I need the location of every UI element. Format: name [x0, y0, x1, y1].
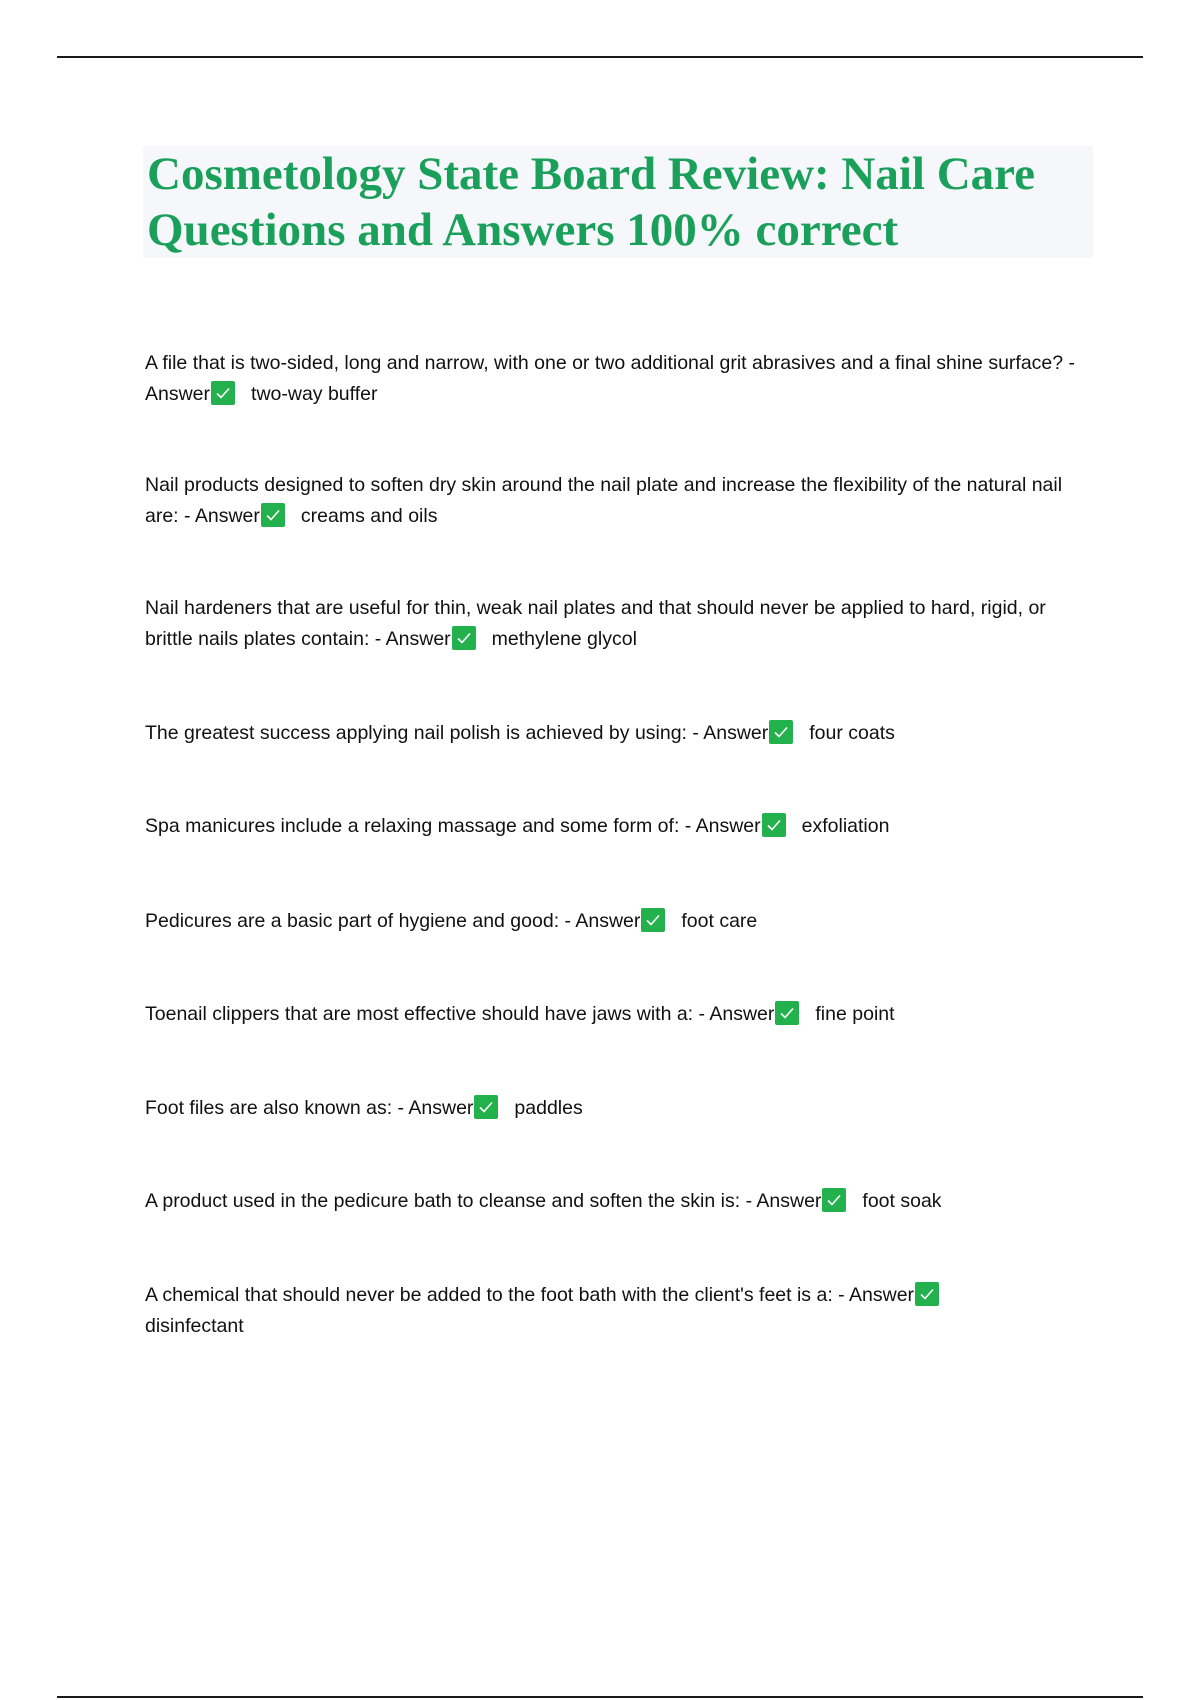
question-text: A product used in the pedicure bath to cleanse and soften the skin is:	[145, 1190, 741, 1212]
check-mark-icon	[915, 1282, 939, 1306]
bottom-rule	[57, 1696, 1143, 1698]
qa-item	[145, 718, 1085, 749]
answer-text: exfoliation	[801, 815, 890, 837]
qa-item	[145, 1280, 1085, 1342]
question-text: Nail hardeners that are useful for thin, weak nail plates and that should never be applied to hard, rigid, or brittle nails plates contain:	[145, 597, 1046, 650]
question-text: Nail products designed to soften dry skin around the nail plate and increase the flexibility of the natural nail are:	[145, 474, 1063, 527]
top-rule	[57, 56, 1143, 58]
qa-item	[145, 348, 1085, 410]
answer-separator: - Answer	[684, 815, 761, 837]
check-mark-icon	[452, 626, 476, 650]
question-text: The greatest success applying nail polish is achieved by using:	[145, 722, 687, 744]
document-title	[143, 146, 1093, 258]
question-text: Toenail clippers that are most effective should have jaws with a:	[145, 1003, 694, 1025]
qa-item	[145, 906, 1085, 937]
check-mark-icon	[769, 720, 793, 744]
answer-text: disinfectant	[145, 1315, 244, 1337]
answer-separator: - Answer	[745, 1190, 822, 1212]
question-text: Spa manicures include a relaxing massage and some form of:	[145, 815, 680, 837]
answer-separator: - Answer	[838, 1284, 915, 1306]
answer-separator: - Answer	[145, 352, 1076, 405]
check-mark-icon	[641, 908, 665, 932]
title-line-1: Cosmetology State Board Review: Nail Care	[147, 148, 1036, 200]
answer-text: foot soak	[862, 1190, 942, 1212]
check-mark-icon	[261, 503, 285, 527]
answer-separator: - Answer	[698, 1003, 775, 1025]
check-mark-icon	[211, 381, 235, 405]
qa-item	[145, 811, 1085, 842]
answer-text: two-way buffer	[251, 383, 378, 405]
qa-item	[145, 1093, 1085, 1124]
question-text: A file that is two-sided, long and narrow, with one or two additional grit abrasives and a final shine surface?	[145, 352, 1064, 374]
answer-separator: - Answer	[564, 910, 641, 932]
question-text: Pedicures are a basic part of hygiene and good:	[145, 910, 560, 932]
check-mark-icon	[762, 813, 786, 837]
answer-separator: - Answer	[692, 722, 769, 744]
answer-text: paddles	[514, 1097, 583, 1119]
question-text: A chemical that should never be added to the foot bath with the client's feet is a:	[145, 1284, 833, 1306]
check-mark-icon	[822, 1188, 846, 1212]
check-mark-icon	[474, 1095, 498, 1119]
answer-separator: - Answer	[184, 505, 260, 527]
qa-item	[145, 470, 1085, 532]
answer-separator: - Answer	[397, 1097, 474, 1119]
answer-text: four coats	[809, 722, 895, 744]
qa-item	[145, 1186, 1085, 1217]
qa-item	[145, 593, 1085, 655]
question-text: Foot files are also known as:	[145, 1097, 393, 1119]
answer-text: creams and oils	[300, 505, 438, 527]
answer-text: foot care	[681, 910, 758, 932]
qa-item	[145, 999, 1085, 1030]
answer-separator: - Answer	[374, 628, 451, 650]
answer-text: fine point	[815, 1003, 895, 1025]
answer-text: methylene glycol	[491, 628, 637, 650]
check-mark-icon	[775, 1001, 799, 1025]
title-line-2: Questions and Answers 100% correct	[147, 204, 899, 256]
